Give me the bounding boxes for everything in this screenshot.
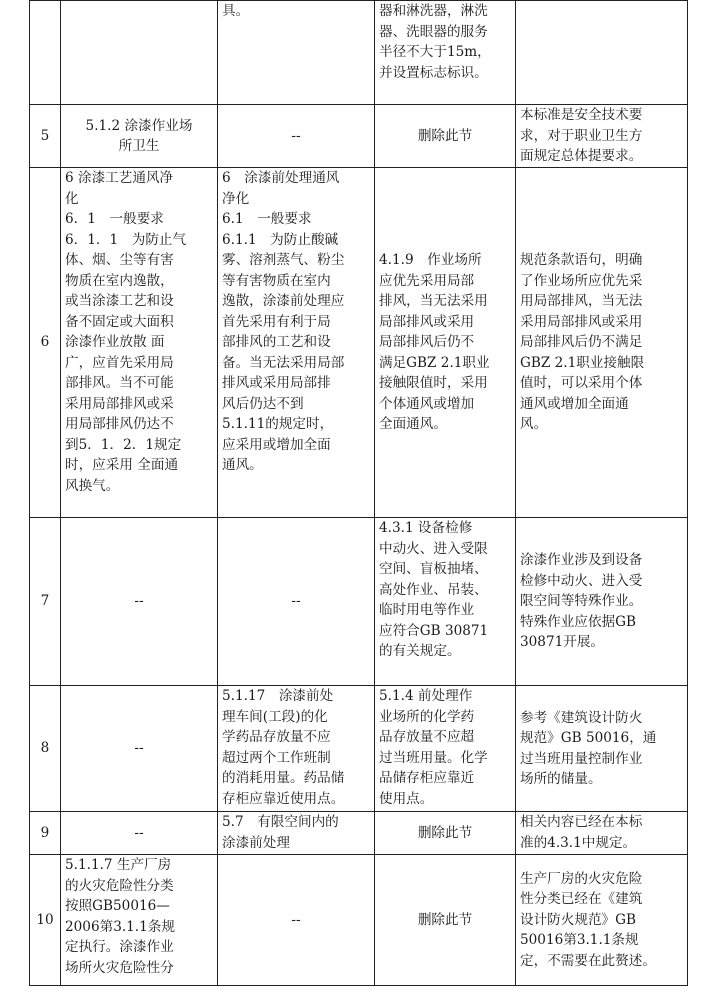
- original-clause-cell: 5.1.1.7 生产厂房 的火灾危险性分类 按照GB50016— 2006第3.1.1条规 定执行。涂漆作业 场所火灾危险性分: [61, 855, 218, 986]
- table-row: [30, 105, 688, 168]
- row-number: [30, 1, 61, 105]
- row-number: 6: [30, 168, 61, 518]
- revised-clause-cell: 4.1.9 作业场所 应优先采用局部 排风，当无法采用 局部排风或采用 局部排风后仍不 满足GBZ 2.1职业 接触限值时，采用 个体通风或增加 全面通风。: [375, 168, 516, 518]
- reference-clause-cell: --: [218, 855, 375, 986]
- revised-clause-cell: 4.3.1 设备检修 中动火、进入受限 空间、盲板抽堵、 高处作业、吊装、 临时用电等作业 应符合GB 30871 的有关规定。: [375, 518, 516, 686]
- explanation-cell: 生产厂房的火灾危险 性分类已经在《建筑 设计防火规范》GB 50016第3.1.1条规 定，不需要在此赘述。: [516, 855, 688, 986]
- row-number: 5: [30, 105, 61, 168]
- comparison-table: [29, 0, 688, 986]
- reference-clause-cell: 6 涂漆前处理通风 净化 6.1 一般要求 6.1.1 为防止酸碱 雾、溶剂蒸气、粉尘 等有害物质在室内 逸散，涂漆前处理应 首先采用有利于局 部排风的工艺和设 备。当无法采用局部 排风或采用局部排 风后仍达不到 5.1.11的规定时， 应采用或增加全面 通风。: [218, 168, 375, 518]
- row-number: 7: [30, 518, 61, 686]
- original-clause-cell: 5.1.2 涂漆作业场 所卫生: [61, 105, 218, 168]
- table-row: [30, 812, 688, 855]
- table-row: [30, 855, 688, 986]
- original-clause-cell: --: [61, 686, 218, 812]
- explanation-cell: 规范条款语句，明确 了作业场所应优先采 用局部排风，当无法 采用局部排风或采用 局部排风后仍不满足 GBZ 2.1职业接触限 值时，可以采用个体 通风或增加全面通 风。: [516, 168, 688, 518]
- revised-clause-cell: 删除此节: [375, 812, 516, 855]
- row-number: 9: [30, 812, 61, 855]
- row-number: 10: [30, 855, 61, 986]
- table-row: [30, 518, 688, 686]
- reference-clause-cell: 5.1.17 涂漆前处 理车间(工段)的化 学药品存放量不应 超过两个工作班制 的消耗用量。药品储 存柜应靠近使用点。: [218, 686, 375, 812]
- reference-clause-cell: --: [218, 518, 375, 686]
- explanation-cell: 参考《建筑设计防火 规范》GB 50016，通 过当班用量控制作业 场所的储量。: [516, 686, 688, 812]
- original-clause-cell: --: [61, 812, 218, 855]
- revised-clause-cell: 5.1.4 前处理作 业场所的化学药 品存放量不应超 过当班用量。化学 品储存柜应靠近 使用点。: [375, 686, 516, 812]
- reference-clause-cell: 具。: [218, 1, 375, 105]
- table-row: [30, 686, 688, 812]
- reference-clause-cell: 5.7 有限空间内的 涂漆前处理: [218, 812, 375, 855]
- table-row: [30, 1, 688, 105]
- revised-clause-cell: 器和淋洗器，淋洗 器、洗眼器的服务 半径不大于15m， 并设置标志标识。: [375, 1, 516, 105]
- table-row: [30, 168, 688, 518]
- original-clause-cell: [61, 1, 218, 105]
- original-clause-cell: 6 涂漆工艺通风净 化 6．1 一般要求 6．1．1 为防止气 体、烟、尘等有害 物质在室内逸散， 或当涂漆工艺和设 备不固定或大面积 涂漆作业放散 面 广，应首先采用局 部排风。当不可能 采用局部排风或采 用局部排风仍达不 到5．1．2．1规定 时，应采用 全面通 风换气。: [61, 168, 218, 518]
- explanation-cell: 本标准是安全技术要 求，对于职业卫生方 面规定总体提要求。: [516, 105, 688, 168]
- explanation-cell: 涂漆作业涉及到设备 检修中动火、进入受 限空间等特殊作业。 特殊作业应依据GB 30871开展。: [516, 518, 688, 686]
- row-number: 8: [30, 686, 61, 812]
- original-clause-cell: --: [61, 518, 218, 686]
- explanation-cell: [516, 1, 688, 105]
- explanation-cell: 相关内容已经在本标 准的4.3.1中规定。: [516, 812, 688, 855]
- reference-clause-cell: --: [218, 105, 375, 168]
- revised-clause-cell: 删除此节: [375, 855, 516, 986]
- revised-clause-cell: 删除此节: [375, 105, 516, 168]
